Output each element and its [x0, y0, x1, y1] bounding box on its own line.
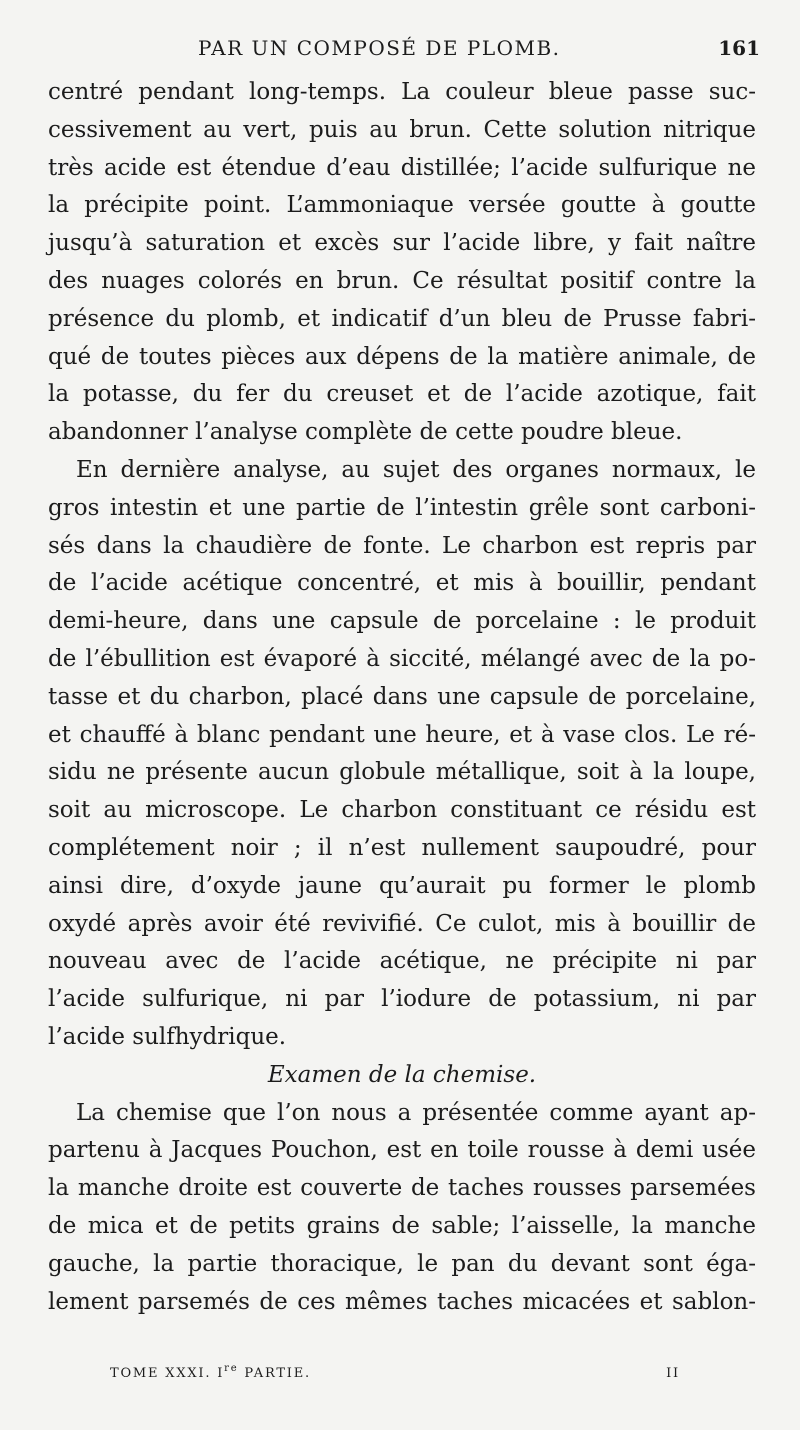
text-line: la manche droite est couverte de taches rousses parsemées [48, 1175, 756, 1202]
page-header [48, 36, 760, 68]
section-heading: Examen de la chemise. [267, 1061, 537, 1088]
volume-label: TOME XXXI. I [110, 1366, 225, 1381]
text-line: tasse et du charbon, placé dans une capsule de porcelaine, [48, 683, 756, 710]
text-line: et chauffé à blanc pendant une heure, et à vase clos. Le ré- [48, 721, 756, 748]
paragraph-3 [48, 1095, 756, 1322]
text-line: très acide est étendue d’eau distillée; l’acide sulfurique ne [48, 154, 756, 181]
part-label: PARTIE. [244, 1366, 311, 1381]
text-line: sidu ne présente aucun globule métallique, soit à la loupe, [48, 759, 756, 786]
volume-superscript: re [224, 1363, 239, 1374]
signature-mark: II [666, 1366, 680, 1381]
text-line: La chemise que l’on nous a présentée comme ayant ap- [76, 1099, 756, 1126]
running-title: PAR UN COMPOSÉ DE PLOMB. [198, 36, 561, 60]
volume-info [110, 1363, 311, 1381]
text-line: jusqu’à saturation et excès sur l’acide libre, y fait naître [48, 230, 756, 257]
paragraph-2 [48, 452, 756, 1057]
text-line: sés dans la chaudière de fonte. Le charbon est repris par [48, 532, 756, 559]
text-line: partenu à Jacques Pouchon, est en toile rousse à demi usée [48, 1137, 756, 1164]
text-line: cessivement au vert, puis au brun. Cette solution nitrique [48, 116, 756, 143]
text-line: lement parsemés de ces mêmes taches micacées et sablon- [48, 1288, 756, 1315]
text-line: l’acide sulfurique, ni par l’iodure de potassium, ni par [48, 986, 756, 1013]
text-line: complétement noir ; il n’est nullement saupoudré, pour [48, 834, 756, 861]
body-text [48, 74, 756, 1321]
text-line: soit au microscope. Le charbon constituant ce résidu est [48, 797, 756, 824]
text-line: de mica et de petits grains de sable; l’aisselle, la manche [48, 1212, 756, 1239]
text-line: de l’ébullition est évaporé à siccité, mélangé avec de la po- [48, 645, 756, 672]
text-line: centré pendant long-temps. La couleur bleue passe suc- [48, 79, 756, 105]
text-line: oxydé après avoir été revivifié. Ce culot, mis à bouillir de [48, 910, 756, 937]
text-line: ainsi dire, d’oxyde jaune qu’aurait pu former le plomb [48, 872, 756, 899]
text-line: abandonner l’analyse complète de cette poudre bleue. [48, 419, 683, 446]
text-line: nouveau avec de l’acide acétique, ne précipite ni par [48, 948, 756, 975]
text-line: la potasse, du fer du creuset et de l’acide azotique, fait [48, 381, 756, 408]
text-line: demi-heure, dans une capsule de porcelaine : le produit [48, 608, 756, 635]
text-line: l’acide sulfhydrique. [48, 1023, 287, 1050]
section-heading-wrap [48, 1057, 756, 1095]
text-line: des nuages colorés en brun. Ce résultat positif contre la [48, 267, 756, 294]
text-line: qué de toutes pièces aux dépens de la matière animale, de [48, 343, 756, 370]
text-line: gros intestin et une partie de l’intestin grêle sont carboni- [48, 494, 756, 521]
text-line: présence du plomb, et indicatif d’un bleu de Prusse fabri- [48, 305, 756, 332]
paragraph-1 [48, 74, 756, 452]
page-number: 161 [718, 36, 760, 60]
text-line: En dernière analyse, au sujet des organes normaux, le [76, 456, 756, 483]
page-footer [110, 1363, 680, 1392]
text-line: gauche, la partie thoracique, le pan du devant sont éga- [48, 1250, 756, 1277]
text-line: la précipite point. L’ammoniaque versée goutte à goutte [48, 192, 756, 219]
text-line: de l’acide acétique concentré, et mis à bouillir, pendant [48, 570, 756, 597]
